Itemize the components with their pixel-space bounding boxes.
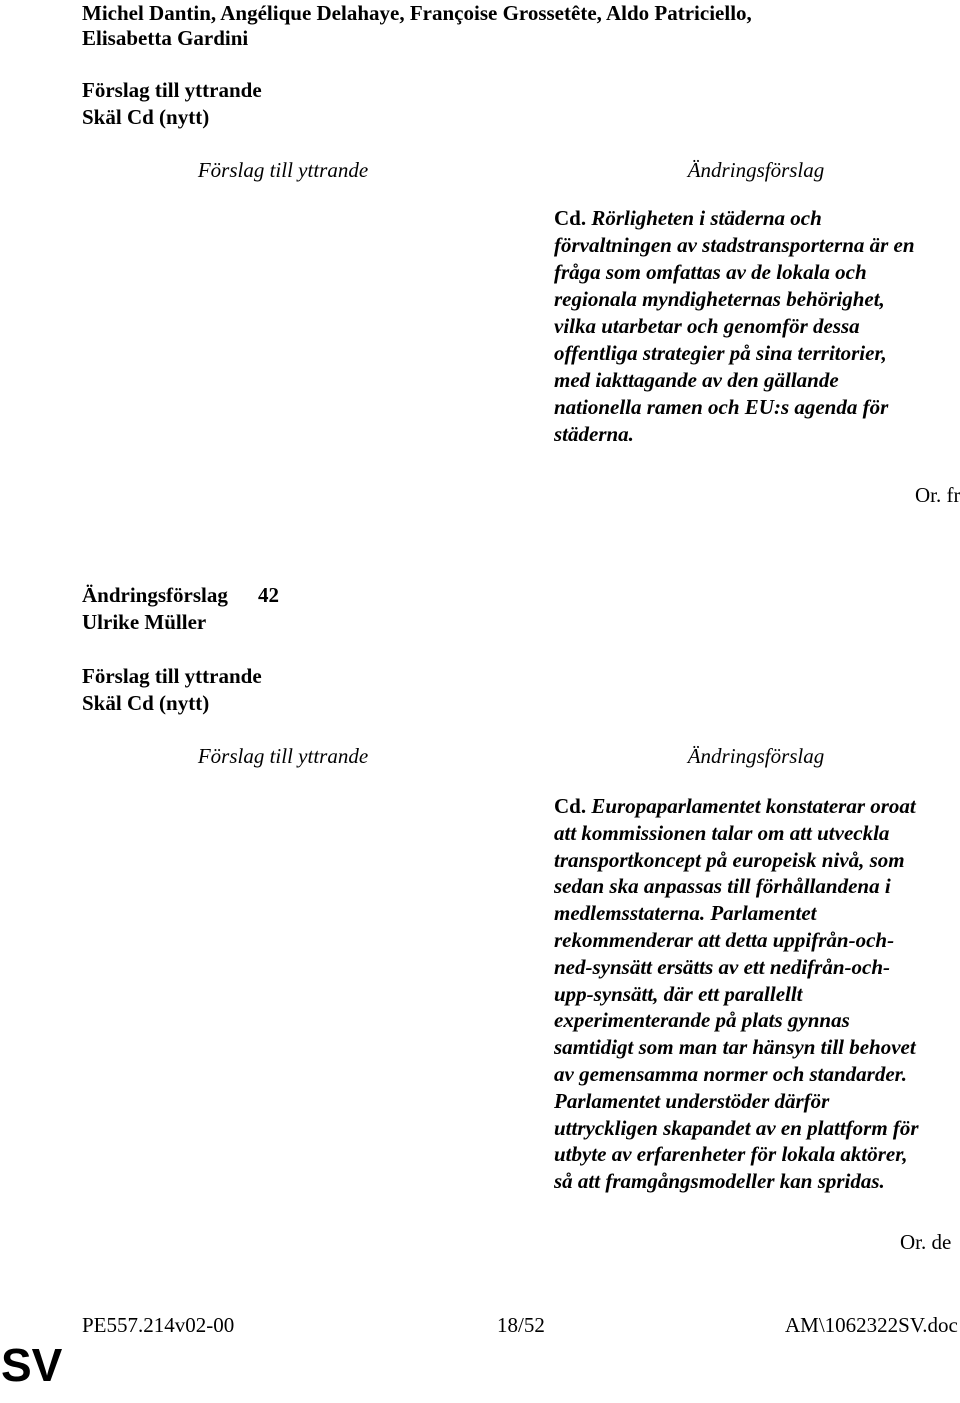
original-language: Or. de [900, 1230, 952, 1254]
footer-page-number: 18/52 [497, 1313, 545, 1337]
amendment-label: Ändringsförslag [82, 583, 228, 607]
amendment-text-line: medlemsstaterna. Parlamentet [554, 901, 817, 926]
amendment-text-line: upp-synsätt, där ett parallellt [554, 981, 803, 1006]
amendment-number: 42 [258, 583, 279, 607]
amendment-text-line: experimenterande på plats gynnas [554, 1008, 850, 1033]
footer-doc-ref: PE557.214v02-00 [82, 1313, 235, 1337]
amendment-text-line: vilka utarbetar och genomför dessa [554, 314, 860, 338]
recital-title: Skäl Cd (nytt) [82, 105, 210, 129]
amendment-text-segment: Europaparlamentet konstaterar oroat [591, 794, 916, 818]
amendment-author: Ulrike Müller [82, 610, 207, 634]
amendment-text-line: fråga som omfattas av de lokala och [554, 260, 867, 284]
authors-line-2: Elisabetta Gardini [82, 26, 249, 50]
amendment-text-line: nationella ramen och EU:s agenda för [554, 395, 889, 419]
amendment-text-line: offentliga strategier på sina territorier, [554, 341, 887, 365]
amendment-text-segment: Rörligheten i städerna och [591, 206, 822, 230]
amendment-text-line: av gemensamma normer och standarder. [554, 1061, 907, 1086]
amendment-text-line [554, 205, 960, 232]
amendment-text-line: Parlamentet understöder därför [554, 1088, 830, 1113]
amendment-text [554, 793, 960, 1195]
recital-prefix: Cd. [554, 794, 587, 818]
amendment-text-line: med iakttagande av den gällande [554, 368, 839, 392]
authors-line-1: Michel Dantin, Angélique Delahaye, Françoise Grossetête, Aldo Patriciello, [82, 1, 752, 25]
amendment-text [554, 205, 960, 448]
doc-label: Förslag till yttrande [82, 664, 262, 688]
footer-file-name: AM\1062322SV.doc [785, 1313, 958, 1337]
amendment-text-line: att kommissionen talar om att utveckla [554, 820, 890, 845]
column-header-original: Förslag till yttrande [197, 744, 369, 768]
original-language: Or. fr [915, 483, 960, 507]
amendment-text-line: uttryckligen skapandet av en plattform för [554, 1115, 919, 1140]
amendment-text-line [554, 793, 960, 820]
amendment-text-line: samtidigt som man tar hänsyn till behovet [554, 1035, 916, 1060]
recital-title: Skäl Cd (nytt) [82, 691, 210, 715]
language-badge: SV [1, 1339, 63, 1391]
amendment-text-line: ned-synsätt ersätts av ett nedifrån-och- [554, 954, 890, 979]
amendment-text-line: utbyte av erfarenheter för lokala aktörer, [554, 1142, 908, 1167]
amendment-text-line: transportkoncept på europeisk nivå, som [554, 847, 905, 872]
amendment-heading [82, 582, 282, 609]
doc-label: Förslag till yttrande [82, 78, 262, 102]
amendment-text-line: städerna. [554, 422, 634, 446]
recital-prefix: Cd. [554, 206, 587, 230]
column-header-original: Förslag till yttrande [197, 158, 369, 182]
amendment-text-line: så att framgångsmodeller kan spridas. [554, 1169, 885, 1194]
amendment-text-line: rekommenderar att detta uppifrån-och- [554, 927, 895, 952]
amendment-text-line: regionala myndigheternas behörighet, [554, 287, 885, 311]
column-header-amendment: Ändringsförslag [687, 744, 825, 768]
column-header-amendment: Ändringsförslag [687, 158, 825, 182]
amendment-text-line: förvaltningen av stadstransporterna är en [554, 233, 915, 257]
amendment-text-line: sedan ska anpassas till förhållandena i [554, 874, 891, 899]
